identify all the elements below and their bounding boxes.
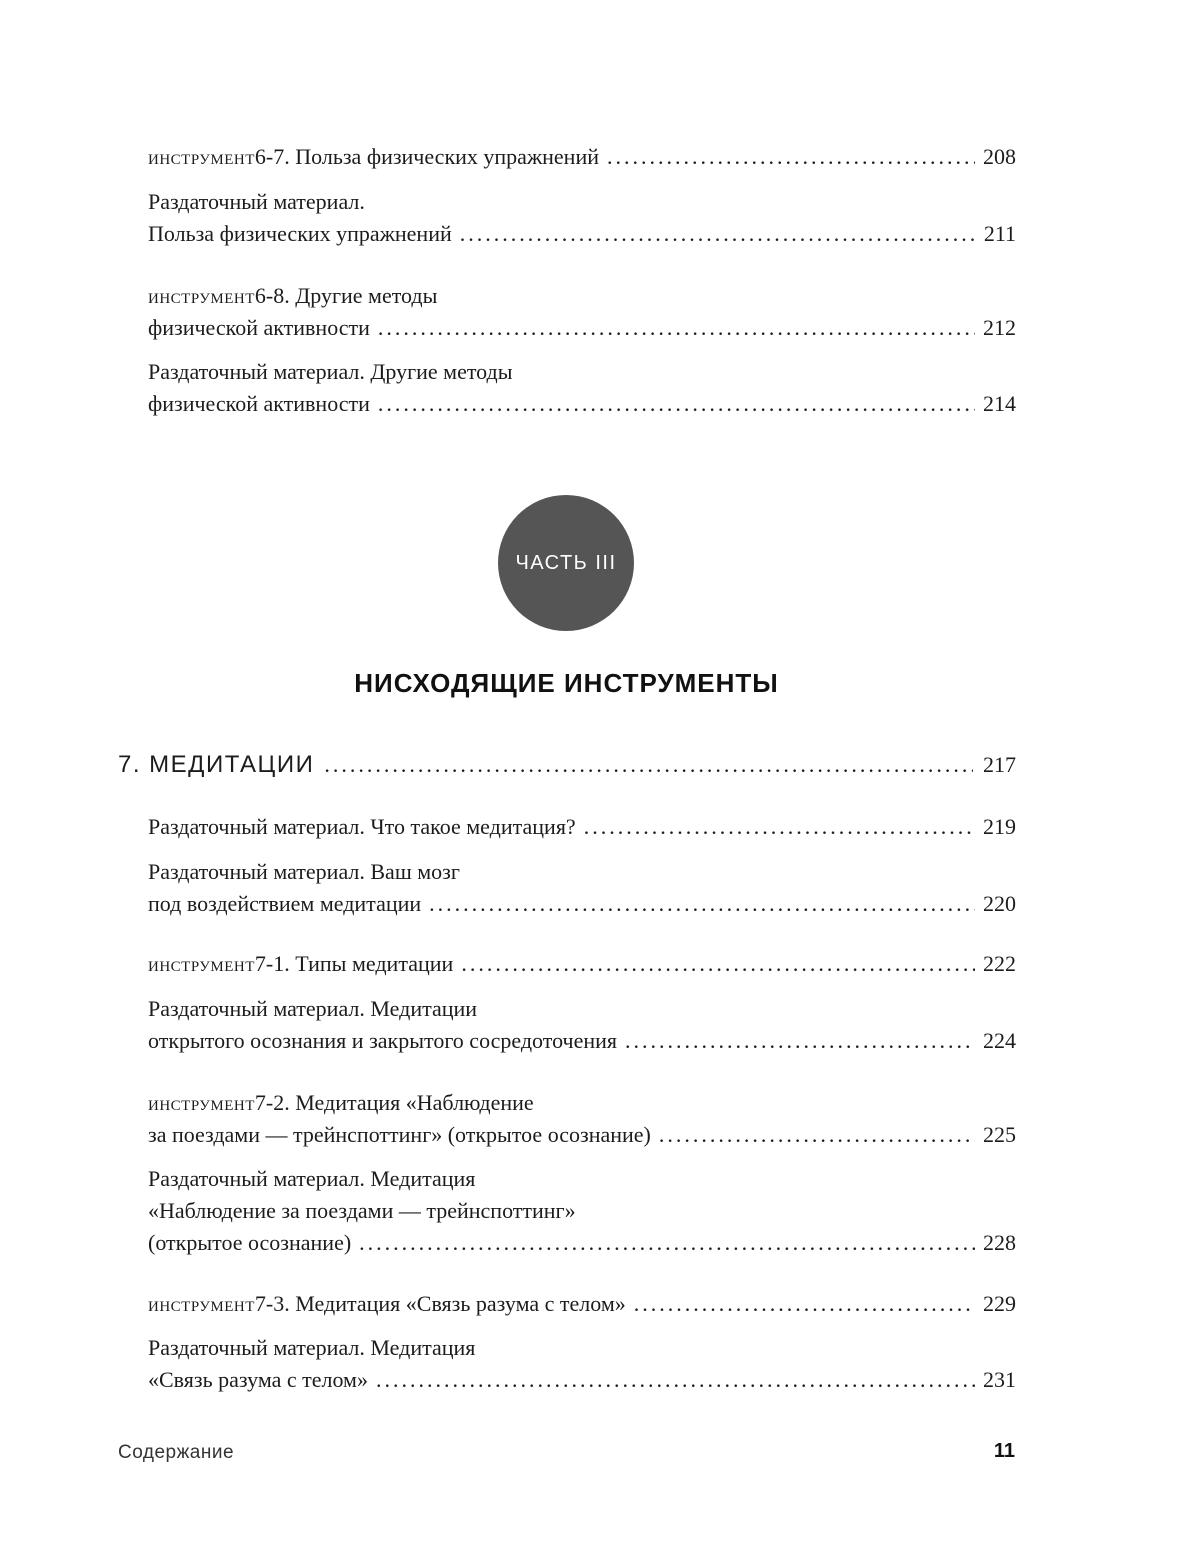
entry-prefix: инструмент <box>148 1291 255 1316</box>
leader-dots <box>584 811 975 843</box>
entry-text: Раздаточный материал. Другие методы <box>148 359 513 384</box>
entry-page: 220 <box>983 891 1016 916</box>
leader-dots <box>607 141 975 173</box>
toc-entry <box>148 1288 1016 1320</box>
toc-entry <box>148 811 1016 843</box>
entry-text: Раздаточный материал. <box>148 189 365 214</box>
entry-text: открытого осознания и закрытого сосредоточения <box>148 1028 618 1053</box>
entry-page: 208 <box>983 144 1016 169</box>
entry-prefix: инструмент <box>148 1090 255 1115</box>
entry-text: 7-2. Медитация «Наблюдение <box>254 1090 534 1115</box>
leader-dots <box>625 1025 975 1057</box>
part-badge <box>498 495 634 631</box>
entry-text: 6-8. Другие методы <box>254 283 438 308</box>
entry-prefix: инструмент <box>148 144 255 169</box>
entry-text: 6-7. Польза физических упражнений <box>254 144 600 169</box>
toc-entry <box>148 356 1016 420</box>
entry-text: Раздаточный материал. Медитация <box>148 1166 476 1191</box>
entry-text: за поездами — трейнспоттинг» (открытое осознание) <box>148 1122 651 1147</box>
entry-page: 212 <box>983 315 1016 340</box>
leader-dots <box>324 749 973 781</box>
leader-dots <box>359 1227 975 1259</box>
entry-text: Раздаточный материал. Ваш мозг <box>148 859 460 884</box>
entry-text: 7-3. Медитация «Связь разума с телом» <box>254 1291 626 1316</box>
entry-text: Раздаточный материал. Что такое медитация? <box>148 814 576 839</box>
entry-page: 214 <box>983 391 1016 416</box>
leader-dots <box>429 888 975 920</box>
footer-section-label: Содержание <box>118 1442 235 1463</box>
entry-page: 219 <box>983 814 1016 839</box>
entry-text: 7-1. Типы медитации <box>254 951 454 976</box>
entry-page: 228 <box>983 1230 1016 1255</box>
entry-text: Раздаточный материал. Медитации <box>148 996 478 1021</box>
entry-prefix: инструмент <box>148 951 255 976</box>
chapter-title: 7. МЕДИТАЦИИ <box>118 751 315 778</box>
leader-dots <box>378 312 975 344</box>
entry-text: под воздействием медитации <box>148 891 422 916</box>
entry-text: «Наблюдение за поездами — трейнспоттинг» <box>148 1198 576 1223</box>
leader-dots <box>634 1288 975 1320</box>
toc-entry <box>148 993 1016 1057</box>
leader-dots <box>378 388 975 420</box>
toc-entry <box>148 1087 1016 1151</box>
entry-page: 229 <box>983 1291 1016 1316</box>
entry-text: (открытое осознание) <box>148 1230 352 1255</box>
part-title: НИСХОДЯЩИЕ ИНСТРУМЕНТЫ <box>354 668 779 698</box>
entry-text: Польза физических упражнений <box>148 221 452 246</box>
chapter-heading <box>118 749 1016 781</box>
entry-text: «Связь разума с телом» <box>148 1367 368 1392</box>
chapter-page: 217 <box>983 752 1016 777</box>
toc-entry <box>148 948 1016 980</box>
part-label: ЧАСТЬ III <box>515 551 617 574</box>
toc-entry <box>148 280 1016 344</box>
leader-dots <box>461 948 975 980</box>
entry-text: физической активности <box>148 391 370 416</box>
toc-entry <box>148 1332 1016 1396</box>
entry-prefix: инструмент <box>148 283 255 308</box>
entry-page: 231 <box>983 1367 1016 1392</box>
entry-page: 225 <box>983 1122 1016 1147</box>
toc-entry <box>148 1163 1016 1259</box>
leader-dots <box>659 1119 975 1151</box>
entry-page: 224 <box>983 1028 1016 1053</box>
entry-page: 222 <box>983 951 1016 976</box>
footer-page-number: 11 <box>993 1440 1015 1462</box>
entry-page: 211 <box>983 221 1016 246</box>
toc-entry <box>148 186 1016 250</box>
toc-entry <box>148 141 1016 173</box>
entry-text: физической активности <box>148 315 370 340</box>
entry-text: Раздаточный материал. Медитация <box>148 1335 476 1360</box>
leader-dots <box>376 1364 975 1396</box>
leader-dots <box>460 218 976 250</box>
toc-entry <box>148 856 1016 920</box>
